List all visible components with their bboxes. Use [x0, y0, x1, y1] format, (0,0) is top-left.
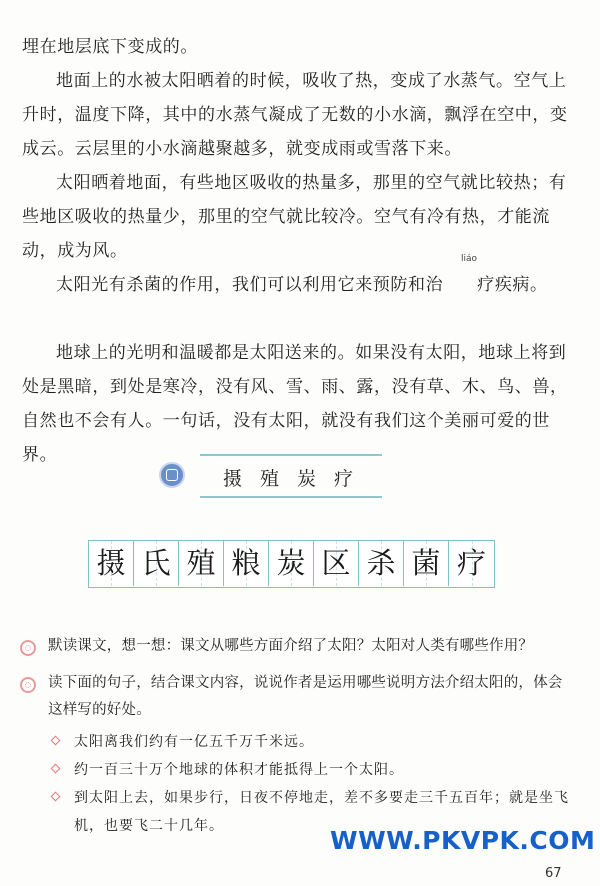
paragraph-sterilize-before: 太阳光有杀菌的作用，我们可以利用它来预防和治	[56, 275, 444, 295]
paragraph-water-cycle: 地面上的水被太阳晒着的时候，吸收了热，变成了水蒸气。空气上升时，温度下降，其中的水蒸气凝成了无数的小水滴，飘浮在空中，变成云。云层里的小水滴越聚越多，就变成雨或雪落下来。	[22, 71, 568, 159]
paragraph-sterilize	[22, 254, 572, 302]
vocab-char-cell	[269, 541, 314, 586]
vocab-char: 氏	[141, 546, 171, 580]
vocab-char: 杀	[366, 546, 396, 580]
site-watermark: WWW.PKVPK.COM	[330, 826, 596, 855]
diamond-bullet-icon	[51, 764, 61, 774]
vocab-char: 菌	[411, 546, 441, 580]
annotated-char-text: 疗	[477, 275, 495, 295]
paragraph-0: 埋在地层底下变成的。	[22, 37, 198, 57]
exercise-2: 读下面的句子，结合课文内容，说说作者是运用哪些说明方法介绍太阳的，体会这样写的好处。	[48, 675, 563, 718]
vocab-char-cell	[404, 541, 449, 586]
lesson-heading-title: 摄 殖 炭 疗	[222, 468, 360, 490]
lesson-number-glyph	[166, 469, 178, 481]
diamond-bullet-icon	[51, 792, 61, 802]
vocab-char: 粮	[231, 546, 261, 580]
paragraph-summary: 地球上的光明和温暖都是太阳送来的。如果没有太阳，地球上将到处是黑暗，到处是寒冷，没有风、雪、雨、露，没有草、木、鸟、兽，自然也不会有人。一句话，没有太阳，就没有我们这个美丽可爱的世界。	[22, 343, 568, 465]
annotated-char	[443, 254, 495, 302]
vocab-char: 摄	[96, 546, 126, 580]
example-sentence-text: 约一百三十万个地球的体积才能抵得上一个太阳。	[74, 762, 404, 778]
diamond-bullet-icon	[51, 736, 61, 746]
exercise-icon	[20, 640, 36, 656]
vocab-char-cell	[134, 541, 179, 586]
vocab-char: 区	[321, 546, 351, 580]
example-sentence-text: 到太阳上去，如果步行，日夜不停地走，差不多要走三千五百年；就是坐飞机，也要飞二十几年。	[74, 790, 569, 834]
vocab-char-cell	[179, 541, 224, 586]
vocab-char-cell	[359, 541, 404, 586]
paragraph-wind: 太阳晒着地面，有些地区吸收的热量多，那里的空气就比较热；有些地区吸收的热量少，那里的空气就比较冷。空气有冷有热，才能流动，成为风。	[22, 173, 567, 261]
lesson-heading	[200, 454, 382, 498]
exercise-icon	[20, 677, 36, 693]
example-sentence-text: 太阳离我们约有一亿五千万千米远。	[74, 734, 314, 750]
lesson-number-icon	[159, 462, 185, 488]
vocab-char: 殖	[186, 546, 216, 580]
vocab-char-cell	[224, 541, 269, 586]
paragraph-sterilize-after: 疾病。	[494, 275, 548, 295]
vocab-char-cell	[89, 541, 134, 586]
vocab-char-cell	[449, 541, 494, 586]
pinyin-annotation: liáo	[460, 254, 478, 264]
vocab-char-cell	[314, 541, 359, 586]
vocab-char: 疗	[456, 546, 486, 580]
vocab-character-grid	[88, 540, 495, 588]
exercise-1: 默读课文，想一想：课文从哪些方面介绍了太阳？太阳对人类有哪些作用？	[48, 638, 534, 654]
page-number: 67	[545, 866, 562, 881]
vocab-char: 炭	[276, 546, 306, 580]
